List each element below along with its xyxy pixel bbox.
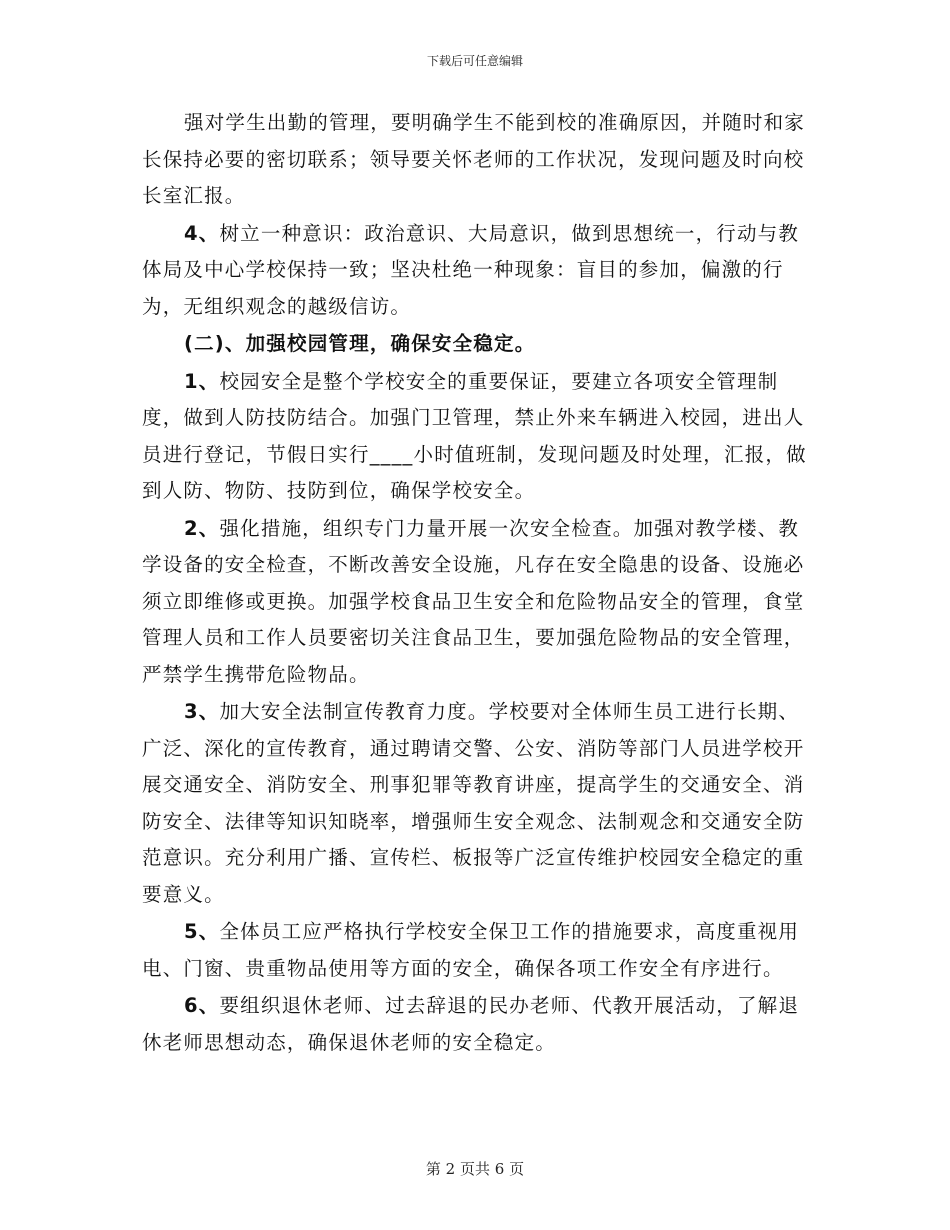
item-number: 3、 [184,700,220,723]
item-number: 4、 [184,221,220,245]
document-body [142,105,810,1061]
section-heading [142,326,810,363]
paragraph-3 [142,364,810,510]
paragraph-text: 强对学生出勤的管理，要明确学生不能到校的准确原因，并随时和家长保持必要的密切联系；领导要关怀老师的工作状况，发现问题及时向校长室汇报。 [142,111,806,207]
paragraph-7 [142,988,810,1061]
paragraph-text: 强化措施，组织专门力量开展一次安全检查。加强对教学楼、教学设备的安全检查，不断改善安全设施，凡存在安全隐患的设备、设施必须立即维修或更换。加强学校食品卫生安全和危险物品安全的管理，食堂管理人员和工作人员要密切关注食品卫生，要加强危险物品的安全管理，严禁学生携带危险物品。 [142,516,805,686]
item-number: 6、 [184,994,220,1017]
section-heading-text: (二)、加强校园管理，确保安全稳定。 [184,332,536,355]
paragraph-text: 加大安全法制宣传教育力度。学校要对全体师生员工进行长期、广泛、深化的宣传教育，通过聘请交警、公安、消防等部门人员进学校开展交通安全、消防安全、刑事犯罪等教育讲座，提高学生的交通安全、消防安全、法律等知识知晓率，增强师生安全观念、法制观念和交通安全防范意识。充分利用广播、宣传栏、板报等广泛宣传维护校园安全稳定的重要意义。 [142,700,805,906]
paragraph-text: 树立一种意识：政治意识、大局意识，做到思想统一，行动与教体局及中心学校保持一致；坚决杜绝一种现象：盲目的参加，偏激的行为，无组织观念的越级信访。 [142,221,800,318]
paragraph-text: 全体员工应严格执行学校安全保卫工作的措施要求，高度重视用电、门窗、贵重物品使用等方面的安全，确保各项工作安全有序进行。 [142,920,800,980]
paragraph-6 [142,914,810,987]
item-number: 2、 [184,516,220,540]
paragraph-1 [142,105,810,215]
page-footer: 第 2 页共 6 页 [425,1160,525,1178]
page-header: 下载后可任意编辑 [426,54,523,68]
paragraph-text: 校园安全是整个学校安全的重要保证，要建立各项安全管理制度，做到人防技防结合。加强门卫管理，禁止外来车辆进入校园，进出人员进行登记，节假日实行____小时值班制，发现问题及时处理，汇报，做到人防、物防、技防到位，确保学校安全。 [142,369,807,502]
item-number: 5、 [184,920,220,943]
item-number: 1、 [184,369,220,393]
paragraph-4 [142,511,810,694]
paragraph-text: 要组织退休老师、过去辞退的民办老师、代教开展活动，了解退休老师思想动态，确保退休老师的安全稳定。 [142,994,800,1054]
paragraph-5 [142,694,810,913]
paragraph-2 [142,216,810,326]
